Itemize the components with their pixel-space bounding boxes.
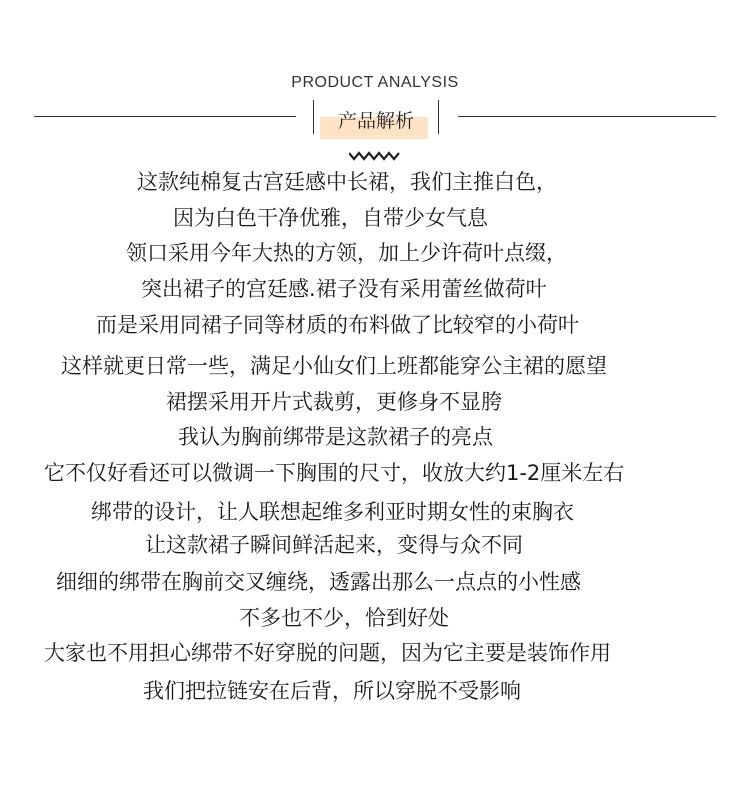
description-line: 我们把拉链安在后背，所以穿脱不受影响: [143, 679, 521, 703]
zigzag-divider-icon: [349, 151, 401, 161]
description-line: 领口采用今年大热的方领，加上少许荷叶点缀，: [126, 241, 567, 265]
product-analysis-title-zh: 产品解析: [337, 110, 414, 132]
description-line: 这款纯棉复古宫廷感中长裙，我们主推白色，: [137, 170, 557, 194]
description-line: 这样就更日常一些，满足小仙女们上班都能穿公主裙的愿望: [61, 354, 607, 378]
description-line: 绑带的设计，让人联想起维多利亚时期女性的束胸衣: [91, 500, 574, 524]
header-rule-left: [34, 116, 296, 117]
product-analysis-header-en: PRODUCT ANALYSIS: [291, 74, 459, 91]
header-rule-right: [458, 116, 716, 117]
description-line: 因为白色干净优雅，自带少女气息: [173, 206, 488, 230]
description-line: 突出裙子的宫廷感.裙子没有采用蕾丝做荷叶: [141, 277, 547, 301]
description-line: 大家也不用担心绑带不好穿脱的问题，因为它主要是装饰作用: [44, 641, 611, 665]
description-line: 不多也不少，恰到好处: [239, 606, 449, 630]
description-line: 而是采用同裙子同等材质的布料做了比较窄的小荷叶: [96, 313, 579, 337]
description-line: 我认为胸前绑带是这款裙子的亮点: [178, 425, 493, 449]
description-line: 它不仅好看还可以微调一下胸围的尺寸，收放大约1-2厘米左右: [44, 461, 625, 485]
description-line: 让这款裙子瞬间鲜活起来，变得与众不同: [145, 533, 523, 557]
description-line: 细细的绑带在胸前交叉缠绕，透露出那么一点点的小性感: [56, 570, 581, 594]
description-line: 裙摆采用开片式裁剪，更修身不显胯: [166, 390, 502, 414]
